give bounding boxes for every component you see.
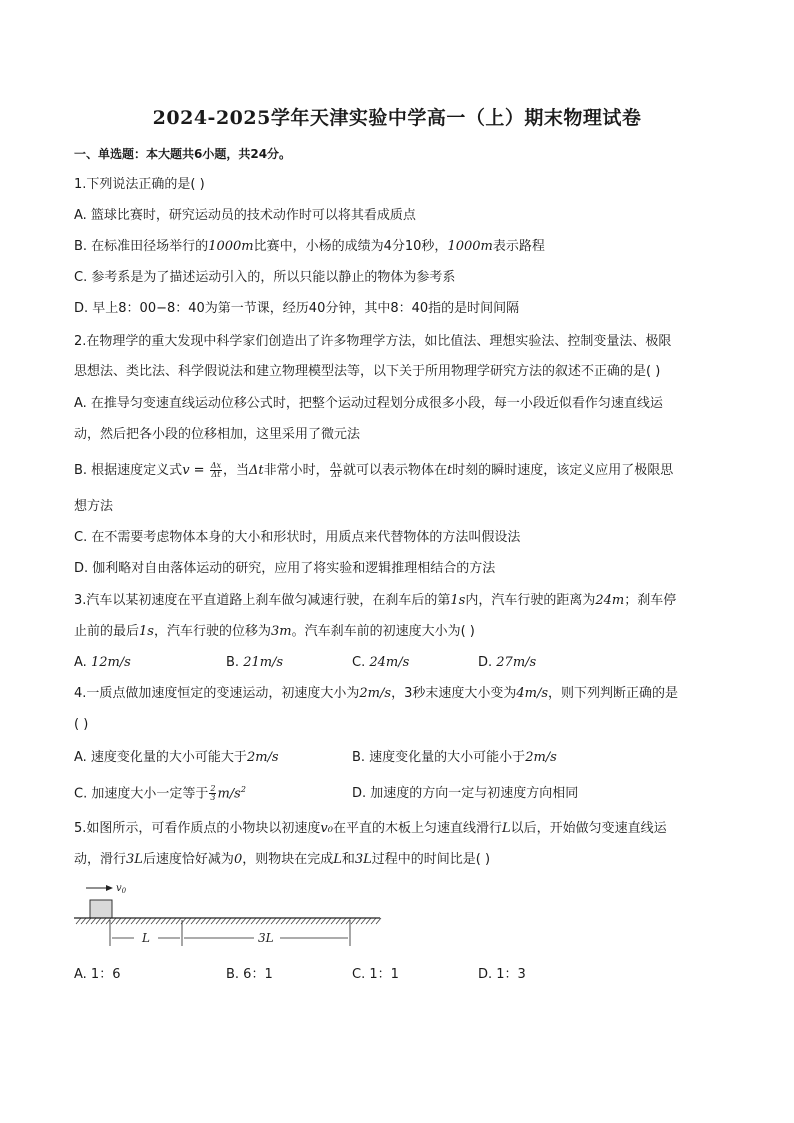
q2-b-math-t: t <box>446 463 453 478</box>
q5-figure <box>72 880 384 948</box>
q1-option-a: A. 篮球比赛时，研究运动员的技术动作时可以将其看成质点 <box>74 208 416 223</box>
q5-text: 5.如图所示，可看作质点的小物块以初速度 <box>74 821 321 836</box>
q1-b-text3: 表示路程 <box>492 239 545 254</box>
q5-text6: ，则物块在完成 <box>242 852 334 867</box>
fraction-denominator: 3 <box>210 793 216 803</box>
option-value: 21m/s <box>243 655 284 670</box>
q3-option-b <box>226 655 283 671</box>
hatch-line <box>86 918 91 924</box>
q4-stem-line1 <box>74 686 678 702</box>
q2-stem-line2: 思想法、类比法、科学假说法和建立物理模型法等，以下关于所用物理学研究方法的叙述不正确的是( ) <box>74 364 661 379</box>
q5-math-v0: v₀ <box>320 821 333 836</box>
option-value: 12m/s <box>90 655 131 670</box>
hatch-line <box>126 918 131 924</box>
fraction-numerator: Δx <box>330 461 341 470</box>
q5-text7: 和 <box>341 852 355 867</box>
q5-text4: 动，滑行 <box>74 852 127 867</box>
hatch-line <box>191 918 196 924</box>
q2-b-text3: 非常小时， <box>263 463 329 478</box>
q1-b-text: B. 在标准田径场举行的 <box>74 239 209 254</box>
hatch-line <box>276 918 281 924</box>
hatch-line <box>296 918 301 924</box>
q2-b-text2: ，当 <box>223 463 250 478</box>
q2-option-b-line2: 想方法 <box>74 499 114 514</box>
q5-math-3l2: 3L <box>354 852 372 867</box>
hatch-line <box>206 918 211 924</box>
q4-text2: ，3秒末速度大小变为 <box>391 686 517 701</box>
option-value: 27m/s <box>496 655 537 670</box>
hatch-line <box>101 918 106 924</box>
hatch-line <box>241 918 246 924</box>
hatch-line <box>266 918 271 924</box>
q3-text: 3.汽车以某初速度在平直道路上刹车做匀减速行驶，在刹车后的第 <box>74 593 451 608</box>
option-value: 2m/s <box>525 750 557 765</box>
q3-stem-line1 <box>74 593 676 609</box>
q1-stem: 1.下列说法正确的是( ) <box>74 177 205 192</box>
q2-b-fraction <box>210 462 222 479</box>
hatch-line <box>196 918 201 924</box>
q3-math4: 3m <box>270 624 292 639</box>
q1-option-d: D. 早上8：00−8：40为第一节课，经历40分钟，其中8：40指的是时间间隔 <box>74 301 520 316</box>
hatch-line <box>256 918 261 924</box>
q2-option-b-line1 <box>74 462 673 479</box>
hatch-line <box>81 918 86 924</box>
q4-text3: ，则下列判断正确的是 <box>548 686 679 701</box>
option-letter: A. <box>74 655 91 670</box>
q3-math3: 1s <box>139 624 154 639</box>
q5-text2: 在平直的木板上匀速直线滑行 <box>332 821 502 836</box>
q5-option-b: B. 6：1 <box>226 967 273 982</box>
hatch-line <box>171 918 176 924</box>
q5-math-3l: 3L <box>126 852 143 867</box>
q1-b-math2: 1000m <box>447 239 493 254</box>
hatch-line <box>116 918 121 924</box>
option-text: B. 速度变化量的大小可能小于 <box>352 750 526 765</box>
hatch-line <box>151 918 156 924</box>
q5-option-c: C. 1：1 <box>352 967 399 982</box>
hatch-line <box>91 918 96 924</box>
option-letter: B. <box>226 655 244 670</box>
option-text: C. 加速度大小一定等于 <box>74 786 209 802</box>
q5-math-zero: 0 <box>233 852 243 867</box>
hatch-line <box>301 918 306 924</box>
velocity-label: $v_0$ <box>116 883 127 895</box>
hatch-line <box>366 918 371 924</box>
q3-text2: 内，汽车行驶的距离为 <box>465 593 596 608</box>
option-letter: C. <box>352 655 370 670</box>
q3-text4: 止前的最后 <box>74 624 140 639</box>
q2-b-math-dt: Δt <box>249 463 264 478</box>
hatch-line <box>226 918 231 924</box>
fraction-denominator: Δt <box>331 470 341 479</box>
hatch-line <box>336 918 341 924</box>
hatch-line <box>146 918 151 924</box>
q5-stem-line1 <box>74 821 667 837</box>
q4-math: 2m/s <box>359 686 392 701</box>
hatch-line <box>176 918 181 924</box>
ground-hatch <box>76 918 381 924</box>
hatch-line <box>221 918 226 924</box>
q5-text5: 后速度恰好减为 <box>142 852 234 867</box>
hatch-line <box>261 918 266 924</box>
q5-text8: 过程中的时间比是( ) <box>371 852 491 867</box>
hatch-line <box>166 918 171 924</box>
q1-b-text2: 比赛中，小杨的成绩为4分10秒， <box>253 239 448 254</box>
fraction-numerator: 2 <box>210 784 216 794</box>
hatch-line <box>211 918 216 924</box>
option-unit: m/s <box>217 786 241 802</box>
hatch-line <box>131 918 136 924</box>
q4-stem-line2: ( ) <box>74 717 89 732</box>
option-letter: D. <box>478 655 497 670</box>
q2-option-c: C. 在不需要考虑物体本身的大小和形状时，用质点来代替物体的方法叫假设法 <box>74 530 521 545</box>
hatch-line <box>356 918 361 924</box>
option-text: A. 速度变化量的大小可能大于 <box>74 750 247 765</box>
q4-option-a <box>74 750 279 766</box>
q2-b-eq: = <box>189 463 209 478</box>
dim-3l-label: 3L <box>258 931 274 945</box>
hatch-line <box>331 918 336 924</box>
hatch-line <box>361 918 366 924</box>
section-heading: 一、单选题：本大题共6小题，共24分。 <box>74 147 292 161</box>
q2-stem-line1: 2.在物理学的重大发现中科学家们创造出了许多物理学方法，如比值法、理想实验法、控制变量法、极限 <box>74 334 672 349</box>
q2-b-text5: 时刻的瞬时速度，该定义应用了极限思 <box>452 463 674 478</box>
option-value: 24m/s <box>369 655 410 670</box>
hatch-line <box>236 918 241 924</box>
q3-stem-line2 <box>74 624 475 640</box>
q2-b-text4: 就可以表示物体在 <box>342 463 447 478</box>
fraction-denominator: Δt <box>211 470 221 479</box>
hatch-line <box>161 918 166 924</box>
hatch-line <box>311 918 316 924</box>
q4-option-b <box>352 750 557 766</box>
dim-l-label: L <box>142 931 150 945</box>
q5-option-d: D. 1：3 <box>478 967 526 982</box>
hatch-line <box>286 918 291 924</box>
hatch-line <box>351 918 356 924</box>
hatch-line <box>271 918 276 924</box>
hatch-line <box>141 918 146 924</box>
q5-text3: 以后，开始做匀变速直线运 <box>510 821 667 836</box>
q4-math2: 4m/s <box>516 686 548 701</box>
q1-b-math: 1000m <box>208 239 254 254</box>
q3-text5: ，汽车行驶的位移为 <box>153 624 271 639</box>
hatch-line <box>326 918 331 924</box>
hatch-line <box>156 918 161 924</box>
hatch-line <box>246 918 251 924</box>
q2-b-fraction2 <box>330 462 342 479</box>
block <box>90 900 112 918</box>
option-exponent: 2 <box>240 785 246 794</box>
hatch-line <box>341 918 346 924</box>
hatch-line <box>111 918 116 924</box>
q2-b-text: B. 根据速度定义式 <box>74 463 183 478</box>
q5-math-l2: L <box>333 852 342 867</box>
q4-c-fraction <box>209 785 216 802</box>
hatch-line <box>281 918 286 924</box>
q2-option-d: D. 伽利略对自由落体运动的研究，应用了将实验和逻辑推理相结合的方法 <box>74 561 496 576</box>
q3-option-c <box>352 655 409 671</box>
q4-option-d: D. 加速度的方向一定与初速度方向相同 <box>352 786 579 801</box>
q2-option-a-line2: 动，然后把各小段的位移相加，这里采用了微元法 <box>74 427 361 442</box>
hatch-line <box>186 918 191 924</box>
q4-text: 4.一质点做加速度恒定的变速运动，初速度大小为 <box>74 686 360 701</box>
hatch-line <box>371 918 376 924</box>
page-title: 2024-2025学年天津实验中学高一（上）期末物理试卷 <box>152 107 642 129</box>
hatch-line <box>316 918 321 924</box>
q5-stem-line2 <box>74 852 490 868</box>
hatch-line <box>201 918 206 924</box>
q5-option-a: A. 1：6 <box>74 967 121 982</box>
hatch-line <box>231 918 236 924</box>
fraction-numerator: Δx <box>210 461 222 470</box>
hatch-line <box>321 918 326 924</box>
q3-option-a <box>74 655 131 671</box>
q5-math-l: L <box>501 821 511 836</box>
q3-text6: 。汽车刹车前的初速度大小为( ) <box>291 624 475 639</box>
q2-b-math-v: v <box>182 463 190 478</box>
hatch-line <box>96 918 101 924</box>
q4-option-c <box>74 782 246 802</box>
hatch-line <box>291 918 296 924</box>
hatch-line <box>376 918 381 924</box>
hatch-line <box>216 918 221 924</box>
option-value: 2m/s <box>246 750 279 765</box>
q3-math2: 24m <box>595 593 625 608</box>
hatch-line <box>251 918 256 924</box>
hatch-line <box>306 918 311 924</box>
hatch-line <box>121 918 126 924</box>
q3-text3: ；刹车停 <box>624 593 677 608</box>
q1-option-c: C. 参考系是为了描述运动引入的，所以只能以静止的物体为参考系 <box>74 270 456 285</box>
q3-math: 1s <box>450 593 466 608</box>
q2-option-a-line1: A. 在推导匀变速直线运动位移公式时，把整个运动过程划分成很多小段，每一小段近似看作匀速直线运 <box>74 396 663 411</box>
hatch-line <box>136 918 141 924</box>
q3-option-d <box>478 655 536 671</box>
q1-option-b <box>74 239 545 255</box>
hatch-line <box>76 918 81 924</box>
